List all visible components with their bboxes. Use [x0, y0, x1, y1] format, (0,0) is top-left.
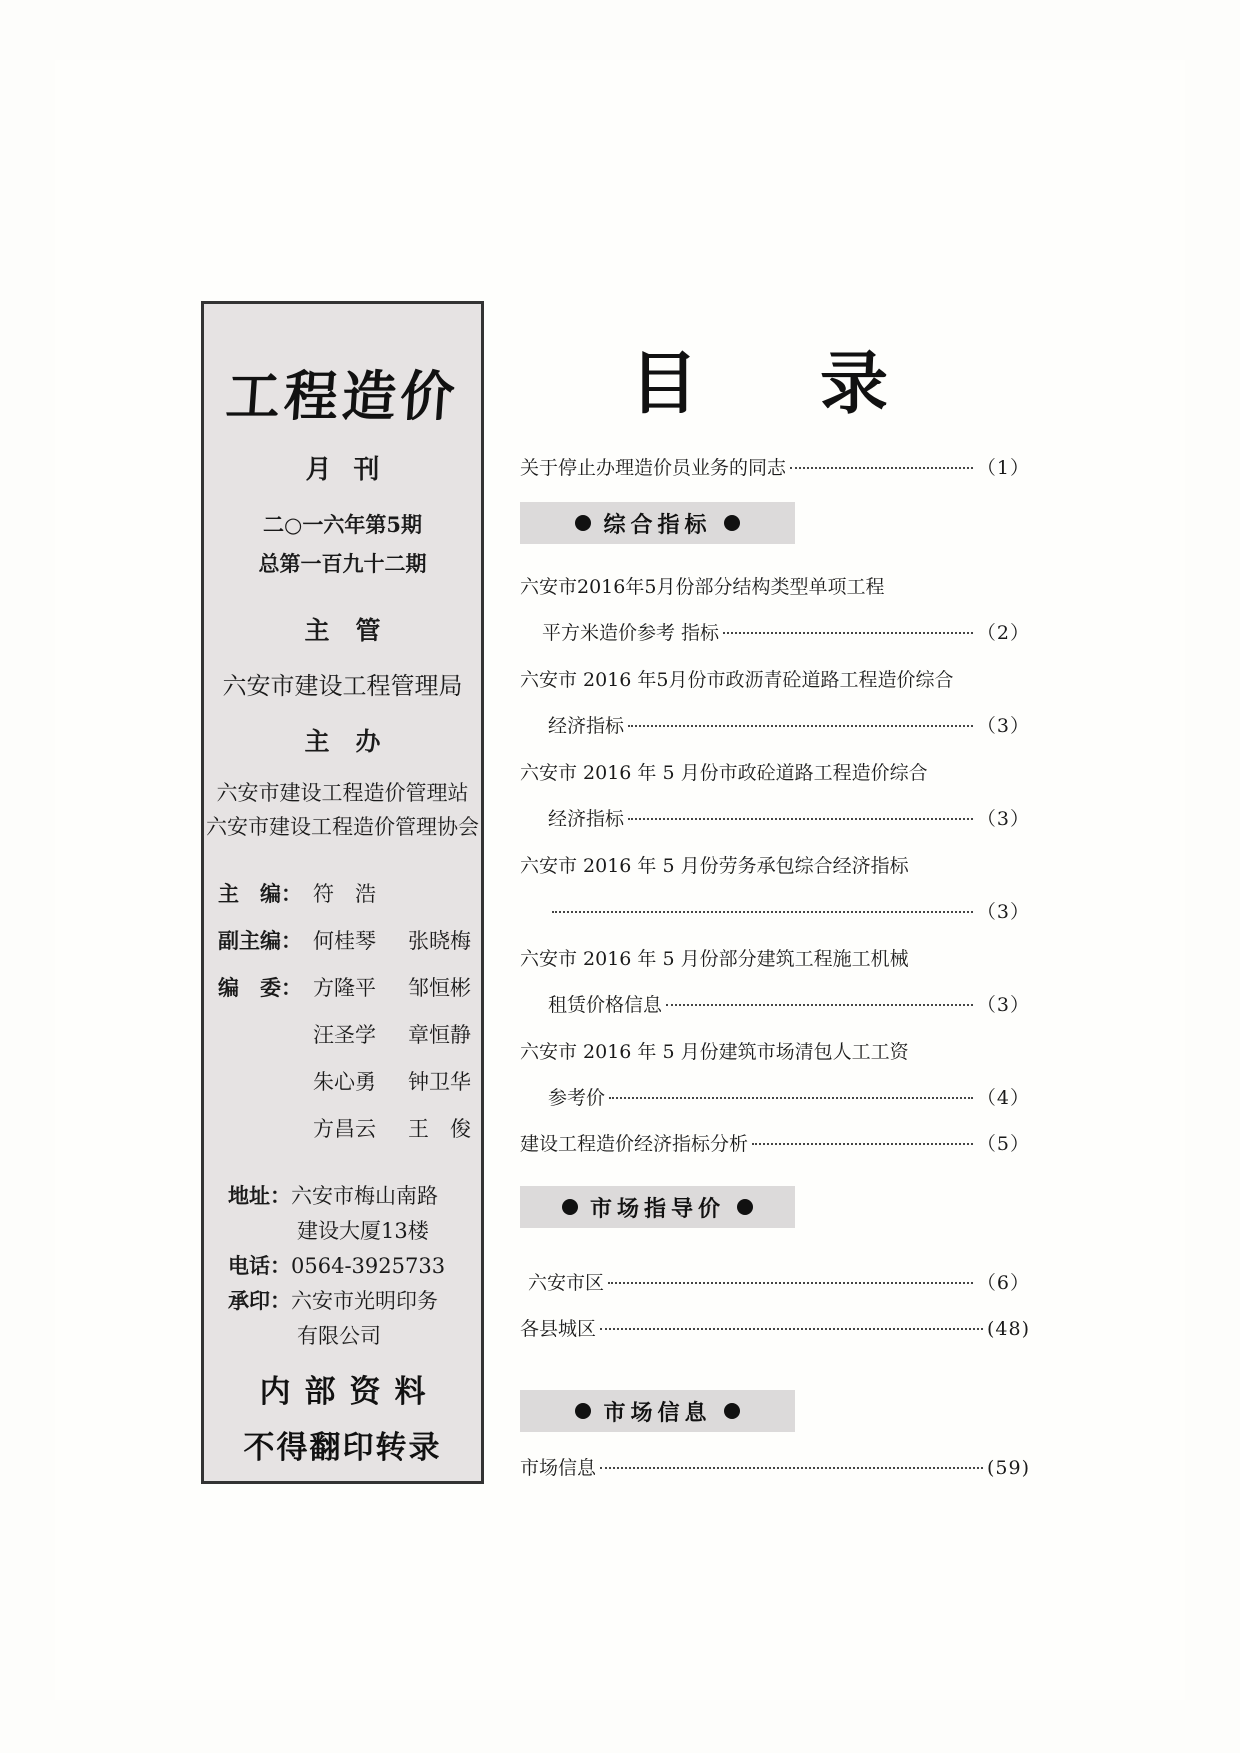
printer-value: 六安市光明印务 — [291, 1289, 438, 1313]
toc-leader — [552, 911, 973, 913]
phone-line — [228, 1250, 445, 1280]
bullet-dot-icon — [724, 1403, 740, 1419]
editor-name: 方昌云 — [313, 1117, 376, 1141]
toc-entry[interactable] — [520, 453, 1030, 483]
journal-title: 工程造价 — [224, 364, 461, 428]
section-heading-composite-indicators — [520, 502, 795, 544]
phone-value: 0564-3925733 — [291, 1254, 446, 1278]
toc-entry-heading[interactable]: 六安市 2016 年 5 月份市政砼道路工程造价综合 — [520, 762, 928, 784]
toc-entry-text: 经济指标 — [548, 715, 625, 737]
toc-leader — [628, 818, 973, 820]
toc-entry[interactable] — [542, 618, 1030, 648]
editor-name: 邹恒彬 — [408, 976, 471, 1000]
internal-notice: 内部资料 — [259, 1374, 440, 1410]
toc-entry-text: 市场信息 — [520, 1457, 597, 1479]
toc-leader — [600, 1328, 983, 1330]
editor-row — [218, 925, 471, 955]
toc-entry-text: 建设工程造价经济指标分析 — [520, 1133, 749, 1155]
editor-name: 钟卫华 — [408, 1070, 471, 1094]
bullet-dot-icon — [575, 1403, 591, 1419]
toc-entry-heading[interactable]: 六安市 2016 年 5 月份部分建筑工程施工机械 — [520, 948, 909, 970]
address-line-2: 建设大厦13楼 — [297, 1219, 429, 1243]
toc-entry-text: 平方米造价参考 指标 — [542, 622, 720, 644]
editor-name: 章恒静 — [408, 1023, 471, 1047]
toc-entry[interactable] — [548, 1083, 1030, 1113]
issue-number: 二○一六年第5期 — [263, 512, 422, 537]
total-issue-number: 总第一百九十二期 — [258, 551, 427, 576]
toc-leader — [609, 1097, 973, 1099]
editor-row — [218, 972, 471, 1002]
editor-name: 朱心勇 — [313, 1070, 376, 1094]
toc-leader — [790, 467, 973, 469]
toc-page-number: (59) — [986, 1457, 1030, 1479]
bullet-dot-icon — [737, 1199, 753, 1215]
supervisor-heading: 主管 — [304, 616, 407, 645]
no-reprint-notice: 不得翻印转录 — [243, 1430, 442, 1466]
toc-entry[interactable] — [528, 1268, 1030, 1298]
toc-title-char: 录 — [820, 344, 889, 424]
toc-title — [630, 330, 890, 424]
toc-leader — [723, 632, 973, 634]
journal-frequency: 月刊 — [305, 455, 402, 485]
editor-name: 何桂琴 — [313, 929, 376, 953]
toc-entry-text: 租赁价格信息 — [548, 994, 663, 1016]
editor-name: 符 浩 — [313, 882, 376, 906]
phone-label: 电话： — [228, 1253, 291, 1278]
toc-page-number: （4） — [976, 1087, 1030, 1109]
toc-entry[interactable] — [520, 1129, 1030, 1159]
toc-entry[interactable] — [548, 990, 1030, 1020]
toc-page-number: （3） — [976, 994, 1030, 1016]
bullet-dot-icon — [724, 515, 740, 531]
toc-page-number: （3） — [976, 808, 1030, 830]
masthead-box — [201, 301, 484, 1484]
toc-entry[interactable] — [548, 897, 1030, 927]
printer-line-2: 有限公司 — [297, 1324, 381, 1348]
toc-entry-text: 各县城区 — [520, 1318, 597, 1340]
editor-row — [218, 1113, 471, 1143]
toc-entry-text: 关于停止办理造价员业务的同志 — [520, 457, 787, 479]
toc-entry-heading[interactable]: 六安市2016年5月份部分结构类型单项工程 — [520, 576, 885, 598]
section-heading-label: 市场信息 — [603, 1399, 712, 1426]
toc-page-number: （5） — [976, 1133, 1030, 1155]
section-heading-label: 市场指导价 — [589, 1195, 725, 1222]
editor-name: 王 俊 — [408, 1117, 471, 1141]
bullet-dot-icon — [562, 1199, 578, 1215]
toc-entry-text: 经济指标 — [548, 808, 625, 830]
editor-name: 汪圣学 — [313, 1023, 376, 1047]
editor-label: 主 编： — [218, 881, 302, 906]
toc-entry[interactable] — [548, 711, 1030, 741]
toc-page-number: （3） — [976, 715, 1030, 737]
toc-leader — [600, 1467, 983, 1469]
toc-leader — [752, 1143, 973, 1145]
toc-entry-heading[interactable]: 六安市 2016 年 5 月份劳务承包综合经济指标 — [520, 855, 909, 877]
address-label: 地址： — [228, 1183, 291, 1208]
printer-label: 承印： — [228, 1288, 291, 1313]
printer-line — [228, 1285, 438, 1315]
section-heading-label: 综合指标 — [603, 511, 712, 538]
toc-page-number: （2） — [976, 622, 1030, 644]
editor-label: 编 委： — [218, 975, 302, 1000]
section-heading-market-guide-price — [520, 1186, 795, 1228]
toc-leader — [666, 1004, 973, 1006]
editor-row — [218, 1019, 471, 1049]
toc-leader — [608, 1282, 973, 1284]
toc-entry[interactable] — [548, 804, 1030, 834]
sponsor-name-2: 六安市建设工程造价管理协会 — [206, 815, 479, 839]
toc-entry-text: 六安市区 — [528, 1272, 605, 1294]
toc-page-number: （6） — [976, 1272, 1030, 1294]
toc-page-number: (48) — [986, 1318, 1030, 1340]
editor-label: 副主编： — [218, 928, 302, 953]
toc-page-number: （3） — [976, 901, 1030, 923]
toc-entry-heading[interactable]: 六安市 2016 年5月份市政沥青砼道路工程造价综合 — [520, 669, 954, 691]
editor-row — [218, 878, 471, 908]
address-value: 六安市梅山南路 — [291, 1184, 438, 1208]
editor-name: 张晓梅 — [408, 929, 471, 953]
bullet-dot-icon — [575, 515, 591, 531]
address-line — [228, 1180, 438, 1210]
toc-entry[interactable] — [520, 1314, 1030, 1344]
editor-row — [218, 1066, 471, 1096]
sponsor-heading: 主办 — [304, 727, 407, 756]
toc-entry-heading[interactable]: 六安市 2016 年 5 月份建筑市场清包人工工资 — [520, 1041, 909, 1063]
toc-leader — [628, 725, 973, 727]
supervisor-name: 六安市建设工程管理局 — [222, 672, 463, 700]
sponsor-name-1: 六安市建设工程造价管理站 — [216, 781, 469, 805]
toc-title-char: 目 — [630, 344, 699, 424]
toc-entry-text: 参考价 — [548, 1087, 606, 1109]
editor-name: 方隆平 — [313, 976, 376, 1000]
toc-entry[interactable] — [520, 1453, 1030, 1483]
toc-page-number: （1） — [976, 457, 1030, 479]
section-heading-market-info — [520, 1390, 795, 1432]
